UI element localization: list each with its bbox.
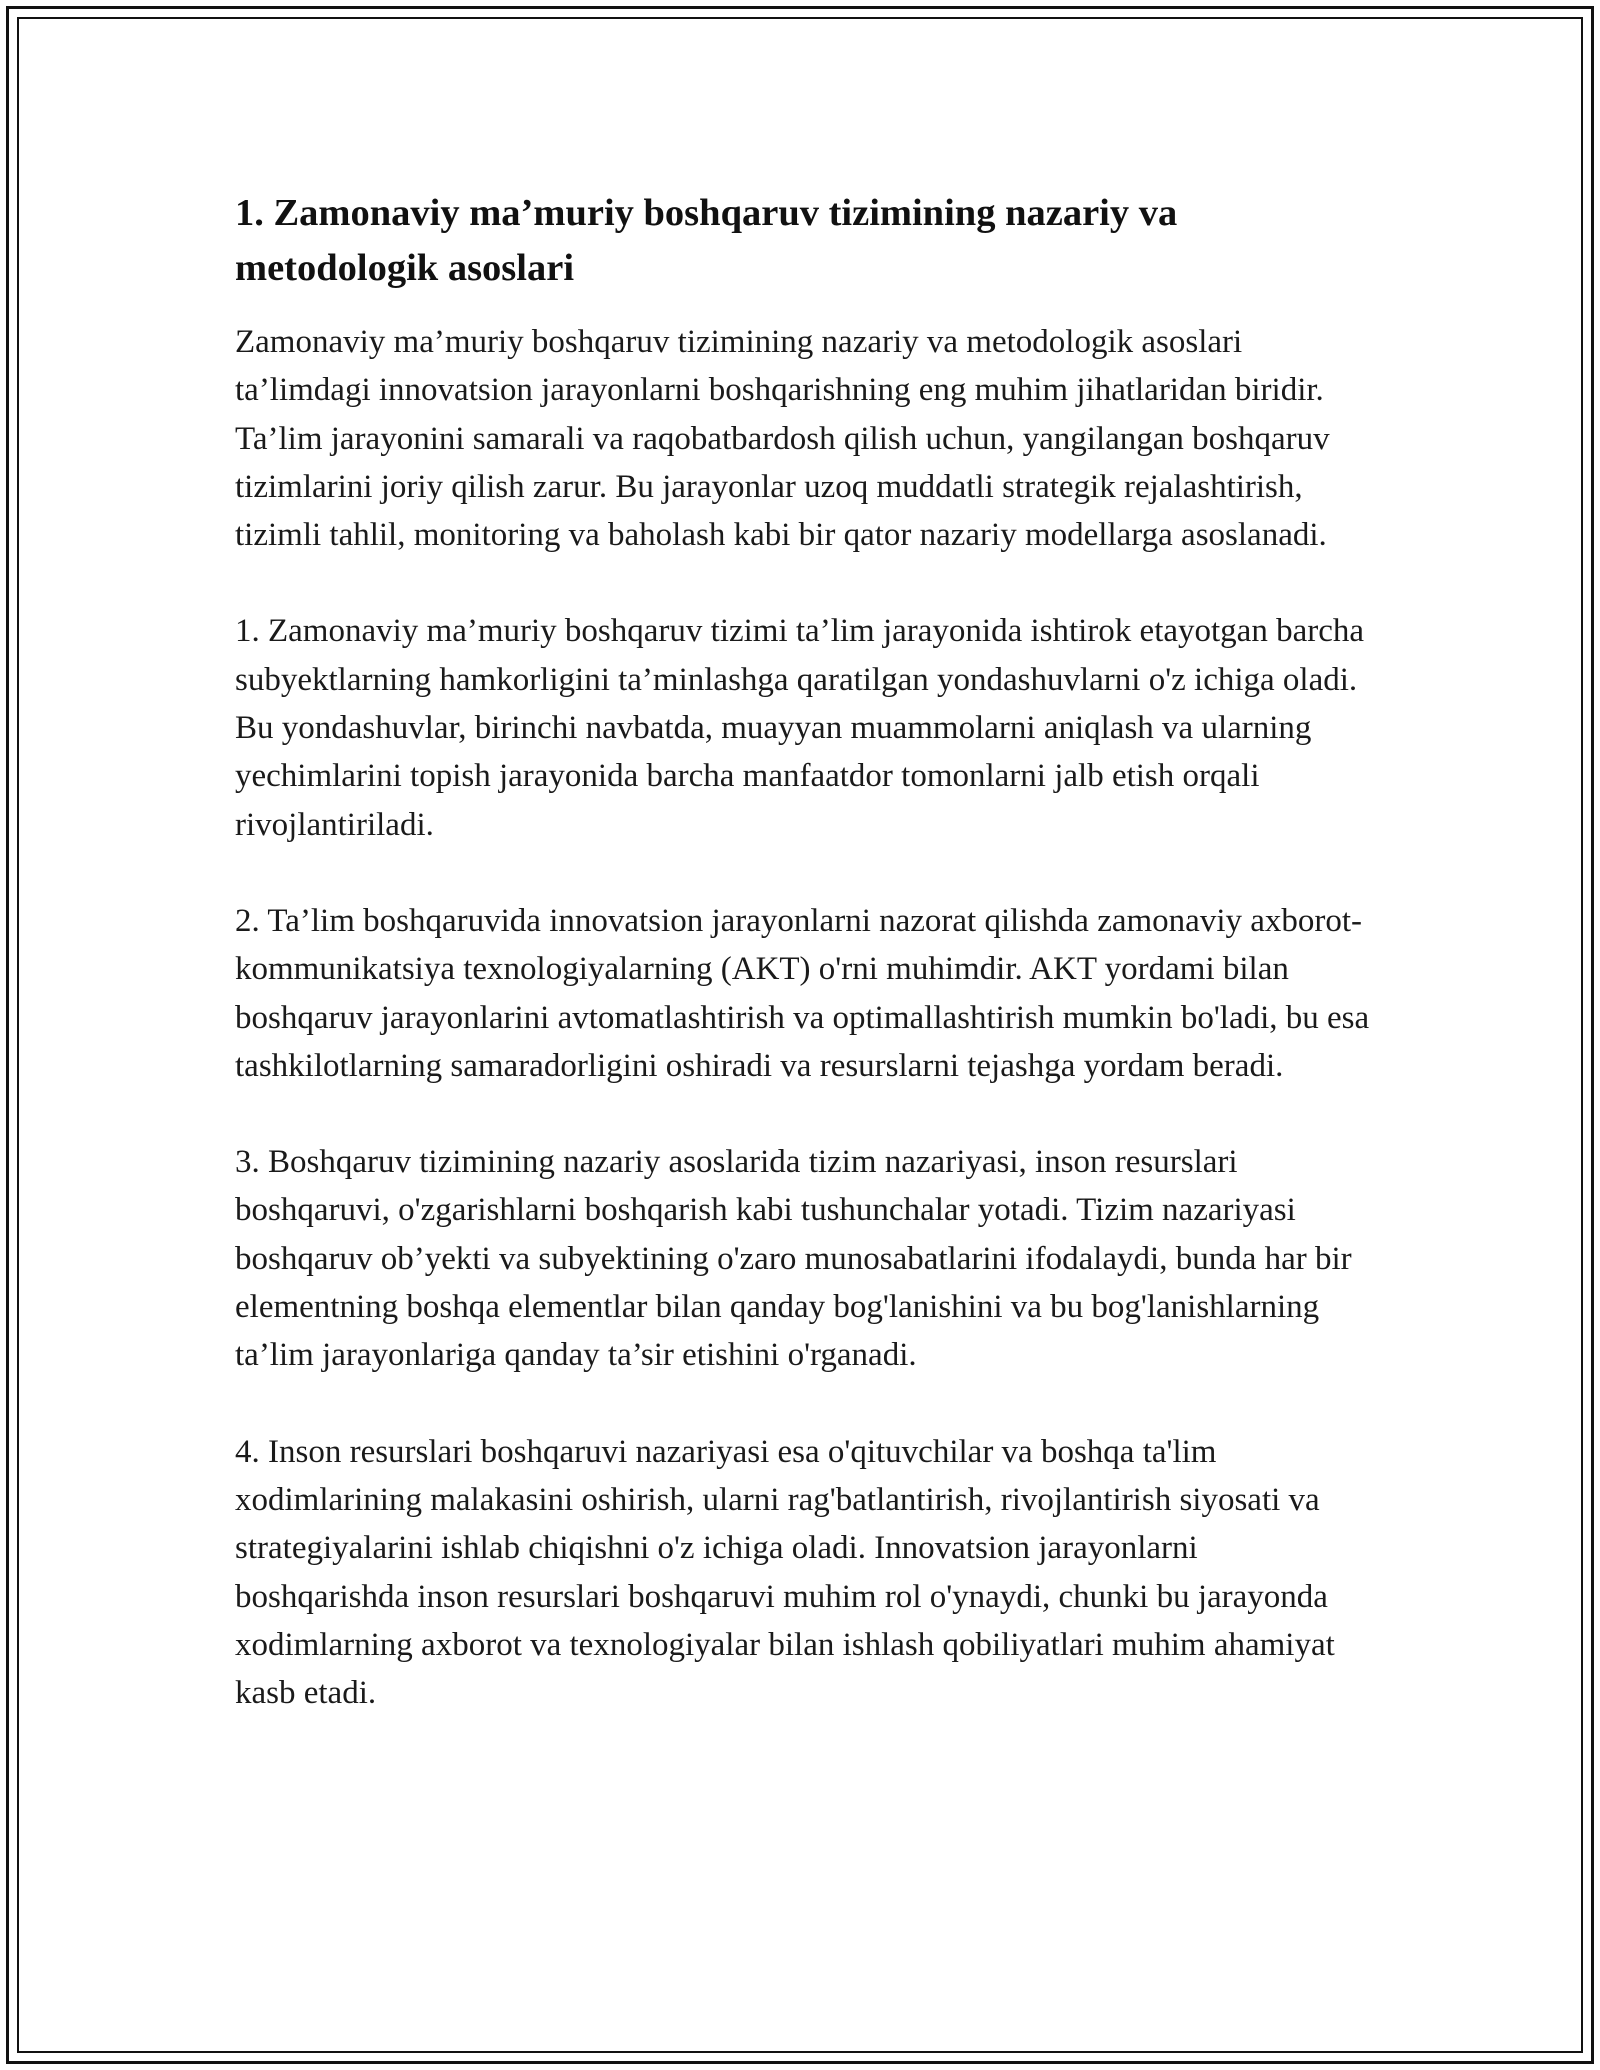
intro-paragraph: Zamonaviy ma’muriy boshqaruv tizimining nazariy va metodologik asoslari ta’limdagi innovatsion jarayonlarni boshqarishning eng muhim jihatlaridan biridir. Ta’lim jarayonini samarali va raqobatbardosh qilish uchun, yangilangan boshqaruv tizimlarini joriy qilish zarur. Bu jarayonlar uzoq muddatli strategik rejalashtirish, tizimli tahlil, monitoring va baholash kabi bir qator nazariy modellarga asoslanadi. (235, 324, 1330, 554)
section-heading: 1. Zamonaviy ma’muriy boshqaruv tizimining nazariy va metodologik asoslari (235, 192, 1178, 289)
paragraph-point-2: 2. Ta’lim boshqaruvida innovatsion jarayonlarni nazorat qilishda zamonaviy axborot-kommunikatsiya texnologiyalarning (AKT) o'rni muhimdir. AKT yordami bilan boshqaruv jarayonlarini avtomatlashtirish va optimallashtirish mumkin bo'ladi, bu esa tashkilotlarning samaradorligini oshiradi va resurslarni tejashga yordam beradi. (235, 902, 1370, 1084)
paragraph-point-4: 4. Inson resurslari boshqaruvi nazariyasi esa o'qituvchilar va boshqa ta'lim xodimlarining malakasini oshirish, ularni rag'batlantirish, rivojlantirish siyosati va strategiyalarini ishlab chiqishni o'z ichiga oladi. Innovatsion jarayonlarni boshqarishda inson resurslari boshqaruvi muhim rol o'ynaydi, chunki bu jarayonda xodimlarning axborot va texnologiyalar bilan ishlash qobiliyatlari muhim ahamiyat kasb etadi. (235, 1433, 1335, 1712)
paragraph-point-1: 1. Zamonaviy ma’muriy boshqaruv tizimi ta’lim jarayonida ishtirok etayotgan barcha subyektlarning hamkorligini ta’minlashga qaratilgan yondashuvlarni o'z ichiga oladi. Bu yondashuvlar, birinchi navbatda, muayyan muammolarni aniqlash va ularning yechimlarini topish jarayonida barcha manfaatdor tomonlarni jalb etish orqali rivojlantiriladi. (235, 613, 1365, 843)
document-body (235, 186, 1375, 1765)
paragraph-point-3: 3. Boshqaruv tizimining nazariy asoslarida tizim nazariyasi, inson resurslari boshqaruvi, o'zgarishlarni boshqarish kabi tushunchalar yotadi. Tizim nazariyasi boshqaruv ob’yekti va subyektining o'zaro munosabatlarini ifodalaydi, bunda har bir elementning boshqa elementlar bilan qanday bog'lanishini va bu bog'lanishlarning ta’lim jarayonlariga qanday ta’sir etishini o'rganadi. (235, 1144, 1352, 1374)
